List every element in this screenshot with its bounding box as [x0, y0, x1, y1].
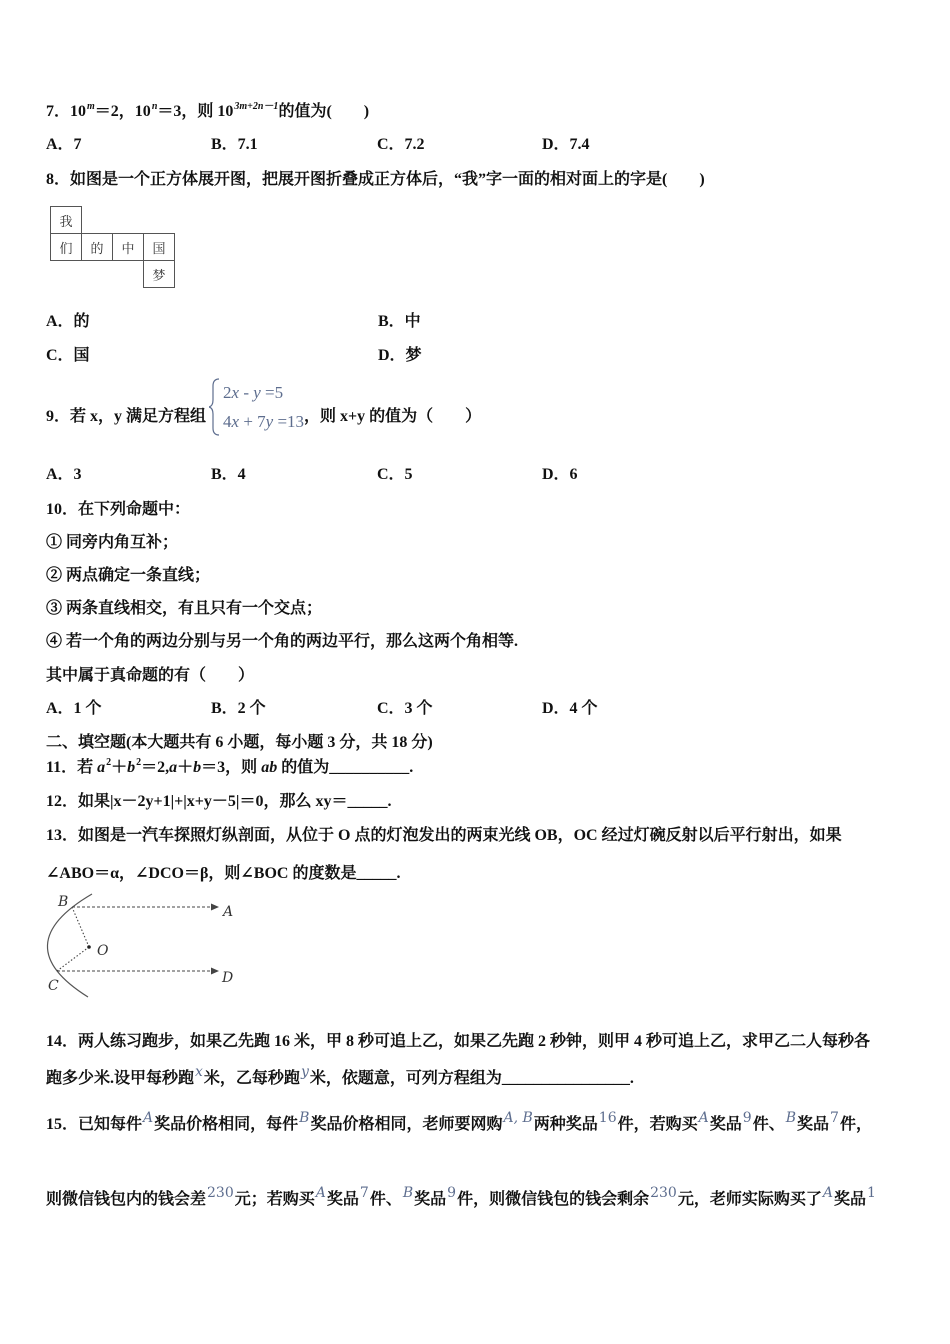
arrowhead-d	[211, 968, 219, 975]
q11-square: 2	[106, 757, 112, 768]
q7-option-d: D．7.4	[542, 136, 590, 153]
q7-exponent-n: n	[151, 101, 158, 112]
q7-stem-text: 7．10	[46, 103, 87, 120]
q15-math-number: 7	[830, 1110, 839, 1126]
section-title-fill-in: 二、填空题(本大题共有 6 小题，每小题 3 分，共 18 分)	[46, 734, 433, 751]
q15-text: 奖品	[414, 1191, 447, 1208]
point-o	[87, 945, 91, 949]
q9-option-d: D．6	[542, 466, 578, 483]
q15-text: 则微信钱包内的钱会差	[46, 1191, 207, 1208]
q15-math-number: 1	[866, 1185, 876, 1201]
q13-stem-line-1: 13．如图是一汽车探照灯纵剖面，从位于 O 点的灯泡发出的两束光线 OB，OC 经过灯碗反射以后平行射出，如果	[46, 827, 842, 844]
q7-stem-text: ＝3，则 10	[157, 103, 234, 120]
q10-stem: 10．在下列命题中：	[46, 501, 191, 518]
label-c: C	[48, 978, 59, 994]
q11-var-a: a	[97, 759, 106, 776]
q15-text: 件，	[839, 1116, 872, 1133]
q14-text: 米，依题意，可列方程组为	[309, 1070, 502, 1087]
eq1-rhs: =5	[260, 383, 284, 402]
equation-system	[223, 378, 304, 436]
equation-brace	[209, 378, 221, 436]
label-o: O	[97, 943, 109, 959]
q15-stem-line-2	[46, 1185, 877, 1210]
q15-math-number: 7	[359, 1185, 369, 1201]
q10-option-c: C．3 个	[377, 700, 433, 717]
q14-stem-line-2	[46, 1064, 634, 1089]
q15-math-b: B	[299, 1110, 310, 1126]
q7-option-c: C．7.2	[377, 136, 425, 153]
net-cell-men: 们	[50, 233, 82, 261]
q10-statement-1: ① 同旁内角互补；	[46, 534, 179, 551]
q9-stem	[46, 378, 481, 436]
q11-var-b: b	[193, 759, 202, 776]
label-b: B	[58, 894, 69, 910]
eq1-coefficient: 2	[223, 383, 232, 402]
net-cell-meng: 梦	[143, 260, 175, 288]
eq1-operator: -	[239, 383, 254, 402]
q15-text: 奖品	[833, 1191, 866, 1208]
q11-period: .	[409, 759, 414, 776]
q15-text: 件，则微信钱包的钱会剩余	[457, 1191, 650, 1208]
q11-var-a: a	[169, 759, 178, 776]
q7-stem-text: 的值为( )	[278, 103, 370, 120]
q15-math-b: B	[402, 1185, 414, 1201]
q14-text: 米，乙每秒跑	[203, 1070, 300, 1087]
q15-text: 奖品价格相同，老师要网购	[310, 1116, 503, 1133]
eq2-rhs: =13	[273, 412, 305, 431]
q15-text: 奖品	[326, 1191, 359, 1208]
q15-stem-line-1	[46, 1110, 872, 1135]
q15-math-a: A	[315, 1185, 326, 1201]
q13-stem-line-2: ∠ABO＝α，∠DCO＝β，则∠BOC 的度数是_____.	[46, 865, 401, 882]
q11-var-b: b	[127, 759, 136, 776]
q15-math-number: 9	[742, 1110, 752, 1126]
q9-prefix: 9．若 x，y 满足方程组	[46, 408, 207, 425]
eq2-variable-x: x	[231, 412, 240, 431]
q15-math-number: 9	[447, 1185, 457, 1201]
net-cell-zhong: 中	[112, 233, 144, 261]
q10-statement-2: ② 两点确定一条直线；	[46, 567, 211, 584]
q15-text: 件，若购买	[617, 1116, 698, 1133]
q8-option-c: C．国	[46, 347, 90, 364]
q8-stem: 8．如图是一个正方体展开图，把展开图折叠成正方体后，“我”字一面的相对面上的字是( )	[46, 171, 705, 188]
q15-text: 奖品价格相同，每件	[154, 1116, 299, 1133]
q15-text: 元，老师实际购买了	[677, 1191, 822, 1208]
ray-o-to-b	[72, 907, 89, 947]
net-cell-guo: 国	[143, 233, 175, 261]
q10-ask: 其中属于真命题的有（ ）	[46, 667, 255, 684]
q10-option-b: B．2 个	[211, 700, 266, 717]
q14-var-x: x	[195, 1064, 203, 1080]
q12-stem: 12．如果|x－2y+1|+|x+y－5|＝0，那么 xy＝_____.	[46, 793, 392, 810]
q9-option-b: B．4	[211, 466, 246, 483]
equation-1	[223, 378, 304, 407]
equation-2	[223, 407, 304, 436]
q11-var-ab: ab	[261, 759, 278, 776]
eq2-coefficient: 4	[223, 412, 232, 431]
q15-text: 元；若购买	[234, 1191, 315, 1208]
label-a: A	[223, 904, 234, 920]
eq1-variable-x: x	[231, 383, 240, 402]
q15-math-number: 230	[650, 1185, 677, 1201]
q10-statement-4: ④ 若一个角的两边分别与另一个角的两边平行，那么这两个角相等.	[46, 633, 519, 650]
q10-option-d: D．4 个	[542, 700, 598, 717]
q15-math-a: A	[143, 1110, 154, 1126]
q11-answer-blank: __________	[329, 759, 410, 776]
q15-text: 件、	[752, 1116, 785, 1133]
q11-stem	[46, 758, 413, 780]
q11-text: 11．若	[46, 759, 98, 776]
q11-text: 的值为	[277, 759, 330, 776]
q7-stem	[46, 102, 369, 124]
q15-math-a: A	[698, 1110, 709, 1126]
q8-option-b: B．中	[378, 313, 421, 330]
q11-text: ＝2,	[141, 759, 170, 776]
q11-text: ＋	[177, 759, 194, 776]
q11-text: ＋	[111, 759, 128, 776]
q7-option-b: B．7.1	[211, 136, 258, 153]
q15-text: 两种奖品	[533, 1116, 598, 1133]
q14-period: .	[629, 1070, 634, 1087]
q9-suffix: ，则 x+y 的值为（ ）	[304, 408, 482, 425]
q15-math-a: A	[822, 1185, 833, 1201]
q8-option-d: D．梦	[378, 347, 422, 364]
q15-text: 15．已知每件	[46, 1116, 143, 1133]
q7-stem-text: ＝2，10	[94, 103, 151, 120]
q9-option-a: A．3	[46, 466, 82, 483]
q15-text: 奖品	[709, 1116, 742, 1133]
q15-text: 件、	[369, 1191, 402, 1208]
eq2-variable-y: y	[265, 412, 274, 431]
q15-math-b: B	[785, 1110, 797, 1126]
q14-answer-blank: ________________	[501, 1070, 630, 1087]
q15-math-ab: A, B	[503, 1110, 533, 1126]
q15-math-number: 16	[598, 1110, 617, 1126]
eq2-operator: + 7	[239, 412, 266, 431]
headlight-figure	[40, 890, 240, 1002]
q7-exponent-expression: 3m+2n－1	[234, 101, 279, 112]
q11-square: 2	[136, 757, 142, 768]
q9-option-c: C．5	[377, 466, 413, 483]
q15-text: 奖品	[797, 1116, 830, 1133]
ray-o-to-c	[57, 947, 89, 971]
q14-text: 跑多少米.设甲每秒跑	[46, 1070, 195, 1087]
q11-text: ＝3，则	[201, 759, 262, 776]
q7-option-a: A．7	[46, 136, 82, 153]
q7-exponent-m: m	[87, 101, 95, 112]
q10-statement-3: ③ 两条直线相交，有且只有一个交点；	[46, 600, 323, 617]
q10-option-a: A．1 个	[46, 700, 102, 717]
q8-option-a: A．的	[46, 313, 90, 330]
q15-math-number: 230	[207, 1185, 234, 1201]
arrowhead-a	[211, 904, 219, 911]
net-cell-de: 的	[81, 233, 113, 261]
eq1-variable-y: y	[253, 383, 261, 402]
q14-stem-line-1: 14．两人练习跑步，如果乙先跑 16 米，甲 8 秒可追上乙，如果乙先跑 2 秒钟，则甲 4 秒可追上乙，求甲乙二人每秒各	[46, 1033, 871, 1050]
q14-var-y: y	[300, 1064, 309, 1080]
label-d: D	[222, 970, 234, 986]
net-cell-wo: 我	[50, 206, 82, 234]
